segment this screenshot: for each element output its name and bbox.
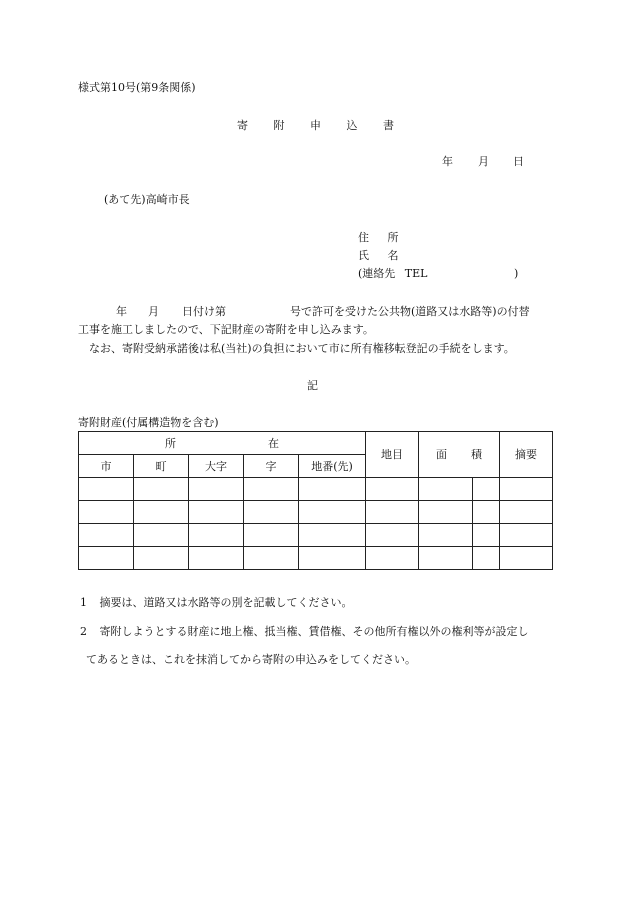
table-cell[interactable] <box>79 547 134 570</box>
table-cell[interactable] <box>79 478 134 501</box>
lot-number-header: 地番(先) <box>299 455 366 478</box>
table-cell[interactable] <box>500 524 553 547</box>
date-field-month[interactable]: 月 <box>478 155 489 168</box>
table-cell[interactable] <box>366 478 419 501</box>
table-cell[interactable] <box>366 524 419 547</box>
note-2-continued: てあるときは、これを抹消してから寄附の申込みをしてください。 <box>86 653 416 666</box>
contact-label <box>358 267 427 281</box>
body-line2: 工事を施工しましたので、下記財産の寄附を申し込みます。 <box>78 323 374 336</box>
table-cell[interactable] <box>366 501 419 524</box>
table-cell[interactable] <box>500 478 553 501</box>
table-cell[interactable] <box>244 501 299 524</box>
ki-heading: 記 <box>307 379 318 392</box>
form-number: 様式第10号(第9条関係) <box>78 81 196 94</box>
body-line1-month: 月 <box>148 305 159 318</box>
title-char: 書 <box>383 119 394 132</box>
town-header: 町 <box>134 455 189 478</box>
table-cell[interactable] <box>189 547 244 570</box>
table-cell[interactable] <box>244 547 299 570</box>
location-header <box>79 432 366 455</box>
table-cell[interactable] <box>244 524 299 547</box>
table-cell[interactable] <box>189 478 244 501</box>
table-cell[interactable] <box>366 547 419 570</box>
table-header-row <box>79 432 553 455</box>
remarks-header: 摘要 <box>500 432 553 478</box>
table-row <box>79 547 553 570</box>
property-table <box>78 431 553 570</box>
table-cell[interactable] <box>419 547 473 570</box>
table-cell[interactable] <box>473 547 500 570</box>
body-line1-rest: 号で許可を受けた公共物(道路又は水路等)の付替 <box>290 305 530 318</box>
note-number: 1 <box>80 596 87 609</box>
document-title <box>237 119 394 133</box>
title-char: 寄 <box>237 119 248 132</box>
contact-close: ) <box>514 267 519 280</box>
table-cell[interactable] <box>79 501 134 524</box>
table-cell[interactable] <box>134 478 189 501</box>
city-header: 市 <box>79 455 134 478</box>
date-field-year[interactable]: 年 <box>442 155 453 168</box>
address-label-char: 住 <box>358 231 369 244</box>
note-2 <box>80 625 529 639</box>
table-cell[interactable] <box>134 524 189 547</box>
note-text: 寄附しようとする財産に地上権、抵当権、賃借権、その他所有権以外の権利等が設定し <box>99 625 529 638</box>
table-row <box>79 478 553 501</box>
address-label[interactable] <box>358 231 399 245</box>
table-cell[interactable] <box>419 478 473 501</box>
chimoku-header: 地目 <box>366 432 419 478</box>
table-cell[interactable] <box>473 524 500 547</box>
body-line1-year: 年 <box>116 305 127 318</box>
location-header-char: 所 <box>165 436 176 450</box>
table-cell[interactable] <box>134 501 189 524</box>
table-cell[interactable] <box>189 501 244 524</box>
body-line1-day: 日付け第 <box>182 305 226 318</box>
note-1 <box>80 596 353 610</box>
table-row <box>79 501 553 524</box>
table-cell[interactable] <box>189 524 244 547</box>
area-header-char: 積 <box>471 448 482 461</box>
addressee: (あて先)高崎市長 <box>104 193 190 206</box>
table-cell[interactable] <box>473 501 500 524</box>
oaza-header: 大字 <box>189 455 244 478</box>
table-cell[interactable] <box>299 524 366 547</box>
title-char: 附 <box>273 119 285 132</box>
title-char: 申 <box>310 119 321 132</box>
name-label-char: 名 <box>387 249 399 262</box>
table-cell[interactable] <box>473 478 500 501</box>
area-header <box>419 432 500 478</box>
table-caption: 寄附財産(付属構造物を含む) <box>78 416 219 429</box>
table-cell[interactable] <box>500 501 553 524</box>
table-row <box>79 524 553 547</box>
title-char: 込 <box>346 119 358 132</box>
name-label-char: 氏 <box>358 249 369 262</box>
aza-header: 字 <box>244 455 299 478</box>
table-cell[interactable] <box>299 547 366 570</box>
body-line3: なお、寄附受納承諾後は私(当社)の負担において市に所有権移転登記の手続をします。 <box>89 342 515 355</box>
note-text: 摘要は、道路又は水路等の別を記載してください。 <box>99 596 353 609</box>
table-cell[interactable] <box>299 501 366 524</box>
address-label-char: 所 <box>387 231 399 244</box>
location-header-char: 在 <box>268 436 279 450</box>
table-cell[interactable] <box>500 547 553 570</box>
table-cell[interactable] <box>79 524 134 547</box>
tel-label[interactable]: TEL <box>404 267 428 280</box>
area-header-char: 面 <box>436 448 447 461</box>
note-number: 2 <box>80 625 87 638</box>
date-field-day[interactable]: 日 <box>513 155 524 168</box>
table-cell[interactable] <box>419 524 473 547</box>
table-cell[interactable] <box>244 478 299 501</box>
contact-prefix: (連絡先 <box>358 267 396 280</box>
table-cell[interactable] <box>134 547 189 570</box>
table-cell[interactable] <box>419 501 473 524</box>
table-cell[interactable] <box>299 478 366 501</box>
name-label[interactable] <box>358 249 399 263</box>
